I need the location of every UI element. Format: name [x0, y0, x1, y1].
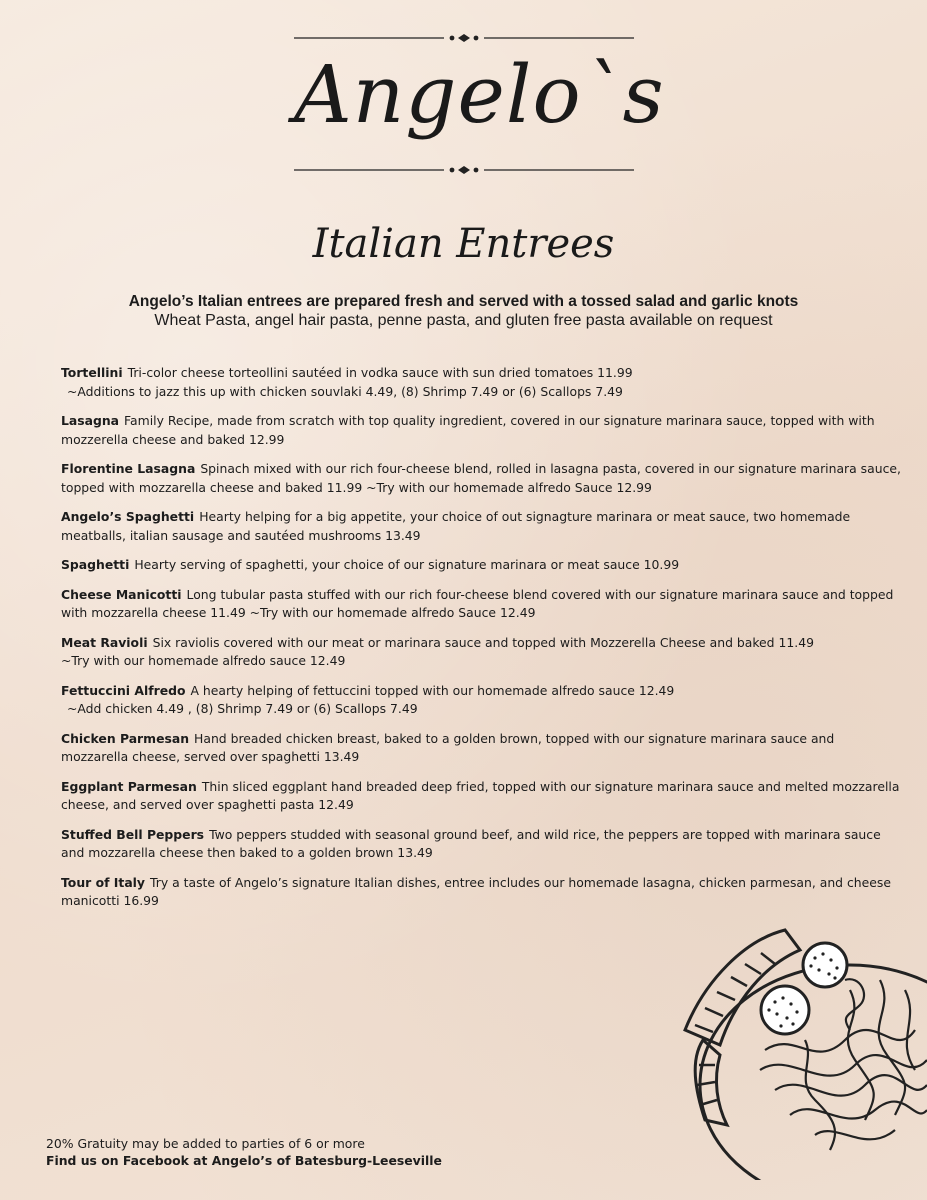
item-description: Two peppers studded with seasonal ground beef, and wild rice, the peppers are topped with marinara sauce and mozzarella cheese then baked to a golden brown 13.49	[61, 826, 881, 860]
menu-item-tortellini	[61, 364, 901, 401]
section-title: Italian Entrees	[312, 221, 615, 267]
item-description: Family Recipe, made from scratch with top quality ingredient, covered in our signature marinara sauce, topped with with mozzerella cheese and baked 12.99	[61, 413, 875, 447]
spaghetti-meatballs-icon	[665, 920, 927, 1180]
menu-item-chicken-parmesan	[61, 730, 901, 767]
ornament-rule-bottom-icon	[294, 164, 634, 176]
item-name: Tortellini	[61, 365, 123, 380]
item-name: Spaghetti	[61, 557, 130, 572]
item-description: Hand breaded chicken breast, baked to a golden brown, topped with our signature marinara sauce and mozzarella cheese, served over spaghetti 13.49	[61, 730, 835, 764]
menu-item-meat-ravioli	[61, 634, 901, 671]
item-name: Cheese Manicotti	[61, 586, 182, 602]
facebook-note: Find us on Facebook at Angelo’s of Batesburg-Leeseville	[46, 1153, 442, 1168]
menu-item-angelos-spaghetti	[61, 508, 901, 545]
item-description: Hearty serving of spaghetti, your choice of our signature marinara or meat sauce 10.99	[134, 557, 680, 572]
item-addon: ~Try with our homemade alfredo sauce 12.49	[61, 653, 346, 668]
item-name: Eggplant Parmesan	[61, 778, 197, 794]
item-description: Spinach mixed with our rich four-cheese blend, rolled in lasagna pasta, covered in our signature marinara sauce, topped with mozzarella cheese and baked 11.99 ~Try with our homemade alfredo Sauce 12.99	[61, 461, 901, 495]
menu-item-cheese-manicotti	[61, 586, 901, 623]
item-name: Fettuccini Alfredo	[61, 682, 186, 698]
item-description: Tri-color cheese torteollini sautéed in vodka sauce with sun dried tomatoes 11.99	[127, 365, 633, 380]
item-description: A hearty helping of fettuccini topped with our homemade alfredo sauce 12.49	[190, 682, 675, 698]
menu-item-tour-of-italy	[61, 874, 901, 911]
intro-line-2: Wheat Pasta, angel hair pasta, penne pasta, and gluten free pasta available on request	[154, 312, 773, 329]
item-name: Stuffed Bell Peppers	[61, 826, 205, 842]
menu-item-fettuccini-alfredo	[61, 682, 901, 719]
menu-list	[61, 364, 901, 922]
item-name: Lasagna	[61, 413, 120, 428]
item-description: Long tubular pasta stuffed with our rich four-cheese blend covered with our signature marinara sauce and topped with mozzarella cheese 11.49 ~Try with our homemade alfredo Sauce 12.49	[61, 586, 894, 620]
item-name: Angelo’s Spaghetti	[61, 509, 195, 524]
intro	[0, 292, 927, 330]
item-addon: ~Additions to jazz this up with chicken souvlaki 4.49, (8) Shrimp 7.49 or (6) Scallops 7.49	[67, 383, 623, 399]
item-description: Six raviolis covered with our meat or marinara sauce and topped with Mozzerella Cheese and baked 11.49	[152, 634, 814, 650]
item-name: Tour of Italy	[61, 874, 145, 890]
restaurant-logo: Angelo`s	[294, 48, 665, 141]
menu-item-lasagna	[61, 412, 901, 449]
item-description: Try a taste of Angelo’s signature Italian dishes, entree includes our homemade lasagna, chicken parmesan, and cheese manicotti 16.99	[61, 874, 891, 908]
intro-line-1: Angelo’s Italian entrees are prepared fresh and served with a tossed salad and garlic knots	[128, 293, 799, 310]
footer	[46, 1135, 442, 1169]
item-name: Meat Ravioli	[61, 634, 148, 650]
item-name: Chicken Parmesan	[61, 730, 190, 746]
menu-item-spaghetti	[61, 556, 901, 575]
menu-item-eggplant-parmesan	[61, 778, 901, 815]
menu-item-florentine-lasagna	[61, 460, 901, 497]
gratuity-note: 20% Gratuity may be added to parties of 6 or more	[46, 1136, 365, 1151]
item-description: Hearty helping for a big appetite, your choice of out signagture marinara or meat sauce, two homemade meatballs, italian sausage and sautéed mushrooms 13.49	[61, 509, 851, 543]
menu-item-stuffed-bell-peppers	[61, 826, 901, 863]
item-name: Florentine Lasagna	[61, 461, 196, 476]
item-addon: ~Add chicken 4.49 , (8) Shrimp 7.49 or (6) Scallops 7.49	[67, 701, 418, 716]
item-description: Thin sliced eggplant hand breaded deep fried, topped with our signature marinara sauce and melted mozzarella cheese, and served over spaghetti pasta 12.49	[61, 778, 900, 812]
